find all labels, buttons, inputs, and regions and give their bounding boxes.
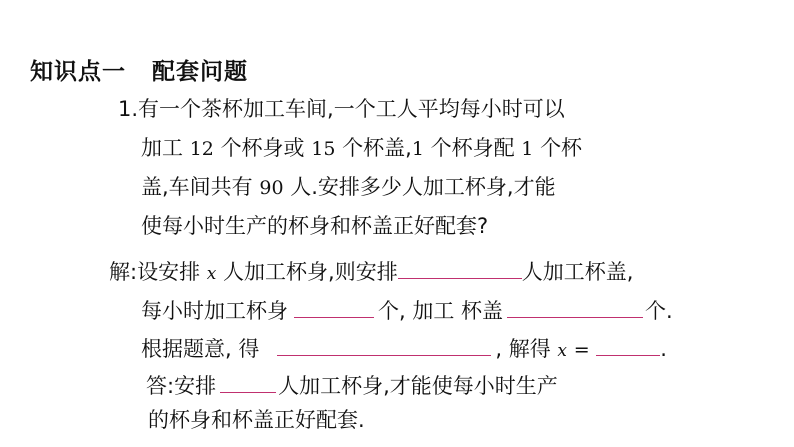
answer-blank-body-count[interactable]	[294, 295, 374, 318]
number-one: 1	[521, 138, 534, 160]
heading-title: 配套问题	[152, 59, 248, 85]
number-workers: 90	[259, 177, 284, 199]
solution-text: 人加工杯身,则安排	[223, 260, 398, 284]
problem-text: 使每小时生产的杯身和杯盖正好配套?	[141, 214, 489, 238]
solution-line-3	[141, 333, 667, 365]
answer-text: 安排	[174, 374, 217, 398]
solution-text: 个, 加工 杯盖	[378, 299, 504, 323]
problem-line-4	[141, 212, 488, 240]
problem-text: 个杯身配	[430, 136, 515, 160]
problem-text: 人.安排多少人加工杯身,才能	[290, 175, 556, 199]
problem-text: 盖,车间共有	[141, 175, 253, 199]
problem-text: 个杯	[540, 136, 583, 160]
problem-text: 加工	[141, 136, 183, 160]
problem-number: 1.	[118, 97, 139, 121]
solution-line-1	[109, 256, 633, 288]
solution-text: 根据题意, 得	[141, 337, 260, 361]
solution-label: 解:	[109, 260, 138, 284]
answer-blank-lid-count[interactable]	[507, 295, 643, 318]
answer-line-2	[148, 406, 365, 434]
solution-text: 设安排	[137, 260, 201, 284]
variable-x: x	[557, 341, 567, 361]
solution-text: .	[660, 337, 667, 361]
problem-text: 个杯身或	[220, 136, 305, 160]
answer-blank-x-value[interactable]	[596, 333, 660, 356]
solution-line-2	[141, 295, 673, 325]
equals-sign: =	[573, 339, 590, 361]
number-one: 1	[411, 138, 424, 160]
section-heading	[30, 58, 248, 86]
answer-text: 人加工杯身,才能使每小时生产	[278, 374, 558, 398]
variable-x: x	[206, 264, 217, 284]
problem-text-1: 有一个茶杯加工车间,一个工人平均每小时可以	[138, 97, 565, 121]
answer-blank-equation[interactable]	[277, 333, 491, 356]
answer-line-1	[146, 370, 558, 400]
answer-blank-lid-workers[interactable]	[398, 256, 522, 279]
solution-text: 人加工杯盖,	[521, 260, 634, 284]
solution-text: 个.	[645, 299, 673, 323]
problem-text: 个杯盖,	[342, 136, 412, 160]
solution-text: 每小时加工杯身	[141, 299, 288, 323]
heading-prefix: 知识点一	[30, 59, 126, 85]
solution-text: , 解得	[495, 337, 551, 361]
problem-line-2	[141, 134, 582, 163]
number-cups-lid: 15	[311, 138, 336, 160]
answer-text: 的杯身和杯盖正好配套.	[148, 408, 365, 432]
number-cups-body: 12	[189, 138, 214, 160]
problem-line-1	[118, 95, 565, 123]
answer-blank-body-workers[interactable]	[220, 370, 276, 393]
answer-label: 答:	[146, 374, 175, 398]
problem-line-3	[141, 173, 556, 202]
